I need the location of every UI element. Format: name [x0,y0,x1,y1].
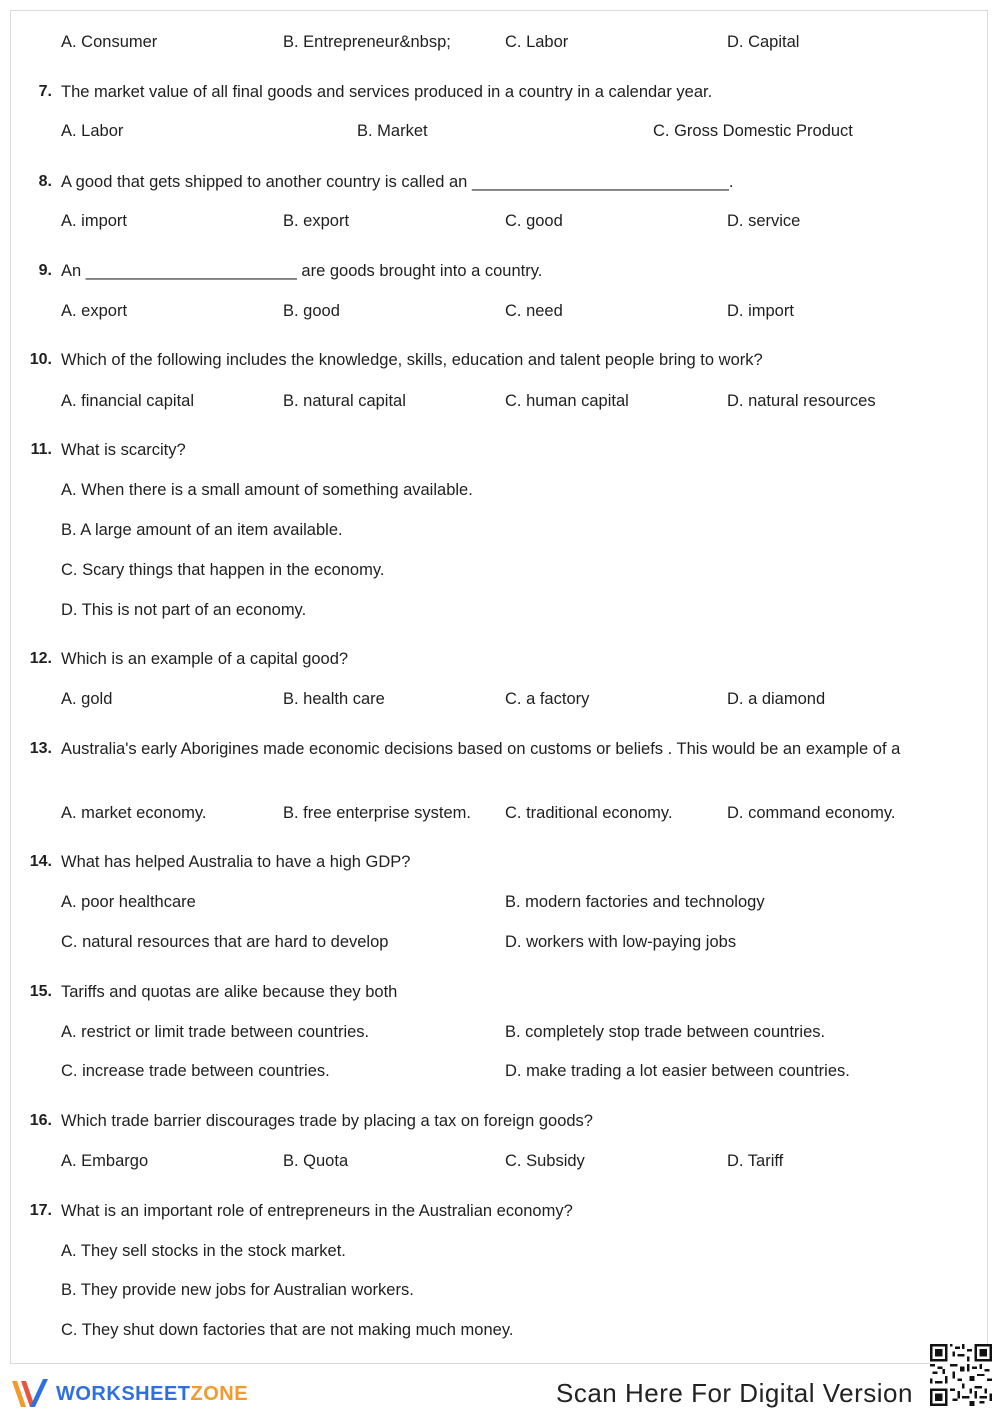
q13-option-a[interactable]: A. market economy. [61,804,207,822]
question-text: Which trade barrier discourages trade by placing a tax on foreign goods? [61,1112,593,1130]
q12-option-a[interactable]: A. gold [61,690,113,708]
q10-option-a[interactable]: A. financial capital [61,392,194,410]
question-number: 14. [29,853,52,870]
q10-option-b[interactable]: B. natural capital [283,392,406,410]
q17-option-a[interactable]: A. They sell stocks in the stock market. [61,1242,346,1260]
q11-option-d[interactable]: D. This is not part of an economy. [61,601,307,619]
q13-option-b[interactable]: B. free enterprise system. [283,804,471,822]
question-text: A good that gets shipped to another country is called an ____________________________. [61,173,734,191]
q8-option-a[interactable]: A. import [61,212,128,230]
q10-option-d[interactable]: D. natural resources [727,392,876,410]
q15-option-c[interactable]: C. increase trade between countries. [61,1062,330,1080]
question-text: What is an important role of entrepreneurs in the Australian economy? [61,1202,573,1220]
q16-option-d[interactable]: D. Tariff [727,1152,784,1170]
question-number: 17. [29,1202,52,1219]
logo-text [56,1383,248,1406]
q8-option-d[interactable]: D. service [727,212,801,230]
worksheetzone-logo[interactable] [10,1376,248,1412]
question-text: Which is an example of a capital good? [61,650,349,668]
q6-option-c[interactable]: C. Labor [505,33,569,51]
question-text: What is scarcity? [61,441,186,459]
q11-option-c[interactable]: C. Scary things that happen in the economy. [61,561,385,579]
q16-option-a[interactable]: A. Embargo [61,1152,149,1170]
q9-option-b[interactable]: B. good [283,302,340,320]
question-text: Which of the following includes the knowledge, skills, education and talent people bring to work? [61,351,763,369]
scan-here-text: Scan Here For Digital Version [556,1378,913,1408]
question-number: 7. [38,83,52,100]
question-number: 9. [38,262,52,279]
q6-option-a[interactable]: A. Consumer [61,33,158,51]
logo-w-icon [10,1377,50,1411]
q17-option-c[interactable]: C. They shut down factories that are not making much money. [61,1321,514,1339]
q12-option-c[interactable]: C. a factory [505,690,590,708]
q12-option-b[interactable]: B. health care [283,690,385,708]
q14-option-d[interactable]: D. workers with low-paying jobs [505,933,737,951]
q16-option-c[interactable]: C. Subsidy [505,1152,585,1170]
q9-option-d[interactable]: D. import [727,302,794,320]
q14-option-c[interactable]: C. natural resources that are hard to develop [61,933,389,951]
q11-option-b[interactable]: B. A large amount of an item available. [61,521,343,539]
logo-text-worksheet: WORKSHEET [56,1382,191,1405]
q15-option-d[interactable]: D. make trading a lot easier between countries. [505,1062,850,1080]
question-number: 12. [29,650,52,667]
q10-option-c[interactable]: C. human capital [505,392,629,410]
worksheet-border [10,10,988,1364]
q7-option-b[interactable]: B. Market [357,122,428,140]
q6-option-d[interactable]: D. Capital [727,33,800,51]
q14-option-b[interactable]: B. modern factories and technology [505,893,765,911]
q14-option-a[interactable]: A. poor healthcare [61,893,196,911]
q13-option-d[interactable]: D. command economy. [727,804,896,822]
q6-option-b[interactable]: B. Entrepreneur&nbsp; [283,33,451,51]
q16-option-b[interactable]: B. Quota [283,1152,349,1170]
q15-option-b[interactable]: B. completely stop trade between countries. [505,1023,826,1041]
q11-option-a[interactable]: A. When there is a small amount of something available. [61,481,473,499]
question-number: 10. [29,351,52,368]
question-number: 15. [29,983,52,1000]
q8-option-c[interactable]: C. good [505,212,563,230]
question-number: 16. [29,1112,52,1129]
q7-option-a[interactable]: A. Labor [61,122,124,140]
q17-option-b[interactable]: B. They provide new jobs for Australian workers. [61,1281,414,1299]
qr-code-icon[interactable] [930,1344,992,1406]
q8-option-b[interactable]: B. export [283,212,350,230]
logo-text-zone: ZONE [190,1382,249,1405]
question-text: Tariffs and quotas are alike because they both [61,983,398,1001]
question-number: 13. [29,740,52,757]
question-number: 8. [38,173,52,190]
question-text: An _______________________ are goods brought into a country. [61,262,543,280]
q9-option-a[interactable]: A. export [61,302,128,320]
question-text: The market value of all final goods and services produced in a country in a calendar year. [61,83,713,101]
q9-option-c[interactable]: C. need [505,302,563,320]
question-number: 11. [30,441,52,458]
q15-option-a[interactable]: A. restrict or limit trade between countries. [61,1023,370,1041]
q7-option-c[interactable]: C. Gross Domestic Product [653,122,853,140]
question-text: What has helped Australia to have a high GDP? [61,853,411,871]
question-text: Australia's early Aborigines made economic decisions based on customs or beliefs . This would be an example of a [61,740,901,758]
q12-option-d[interactable]: D. a diamond [727,690,826,708]
q13-option-c[interactable]: C. traditional economy. [505,804,673,822]
